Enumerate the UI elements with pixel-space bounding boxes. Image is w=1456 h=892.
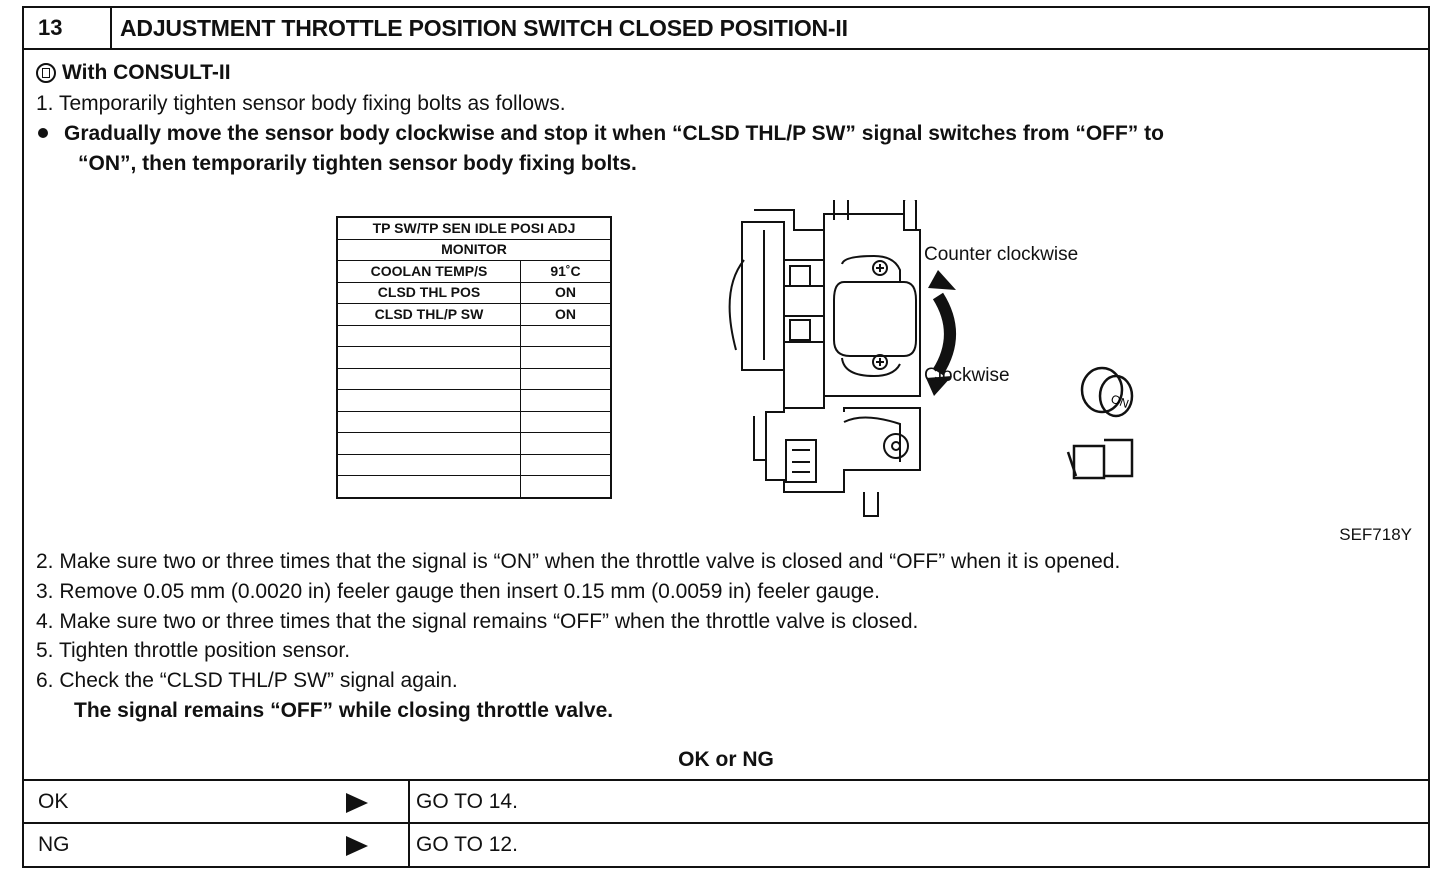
monitor-item: COOLAN TEMP/S [337,261,521,283]
figure-code: SEF718Y [1339,525,1412,544]
result-row-ng [24,822,1428,868]
table-row [337,325,611,347]
table-row [337,411,611,433]
arrow-right-icon [346,793,368,813]
step-4: 4. Make sure two or three times that the signal remains “OFF” when the throttle valve is closed. [36,610,919,633]
monitor-value: ON [521,304,612,326]
arrow-right-icon [346,836,368,856]
table-row [337,261,611,283]
consult-tool-icon [36,63,56,83]
label-counter-clockwise: Counter clockwise [924,244,1079,265]
table-row [337,433,611,455]
table-row [337,454,611,476]
step-title: ADJUSTMENT THROTTLE POSITION SWITCH CLOSED POSITION-II [120,15,848,41]
table-row [337,304,611,326]
bullet-text-1: Gradually move the sensor body clockwise and stop it when “CLSD THL/P SW” signal switches from “OFF” to [64,122,1164,145]
step-number: 13 [24,8,112,48]
result-key: OK [38,790,69,813]
monitor-value: 91˚C [521,261,612,283]
result-key: NG [38,833,70,856]
result-action[interactable]: GO TO 12. [416,833,518,856]
table-row [337,390,611,412]
step-1: 1. Temporarily tighten sensor body fixing bolts as follows. [36,92,566,115]
label-clockwise: Clockwise [924,365,1010,386]
key-on-label: ON [1108,391,1131,411]
procedure-box [22,6,1430,868]
consult-line [36,58,231,88]
result-row-ok [24,779,1428,823]
step-header [24,8,1428,50]
table-row [337,347,611,369]
monitor-item: CLSD THL/P SW [337,304,521,326]
consult-label: With CONSULT-II [62,61,231,84]
table-row [337,368,611,390]
monitor-title: TP SW/TP SEN IDLE POSI ADJ [337,217,611,239]
result-heading: OK or NG [678,748,774,771]
table-row [337,282,611,304]
result-action[interactable]: GO TO 14. [416,790,518,813]
bullet-icon [38,128,48,138]
step-6: 6. Check the “CLSD THL/P SW” signal again. [36,669,458,692]
monitor-item: CLSD THL POS [337,282,521,304]
table-row [337,476,611,498]
step-5: 5. Tighten throttle position sensor. [36,639,351,662]
step-2: 2. Make sure two or three times that the signal is “ON” when the throttle valve is closed and “OFF” when it is opened. [36,550,1121,573]
step-3: 3. Remove 0.05 mm (0.0020 in) feeler gauge then insert 0.15 mm (0.0059 in) feeler gauge. [36,580,880,603]
monitor-value: ON [521,282,612,304]
bullet-instruction-line-2: “ON”, then temporarily tighten sensor body fixing bolts. [78,152,637,175]
monitor-subtitle: MONITOR [337,239,611,261]
step-6-expected-result: The signal remains “OFF” while closing throttle valve. [74,699,614,722]
consult-monitor-table [336,216,612,499]
bullet-instruction-line-1 [38,119,1164,149]
